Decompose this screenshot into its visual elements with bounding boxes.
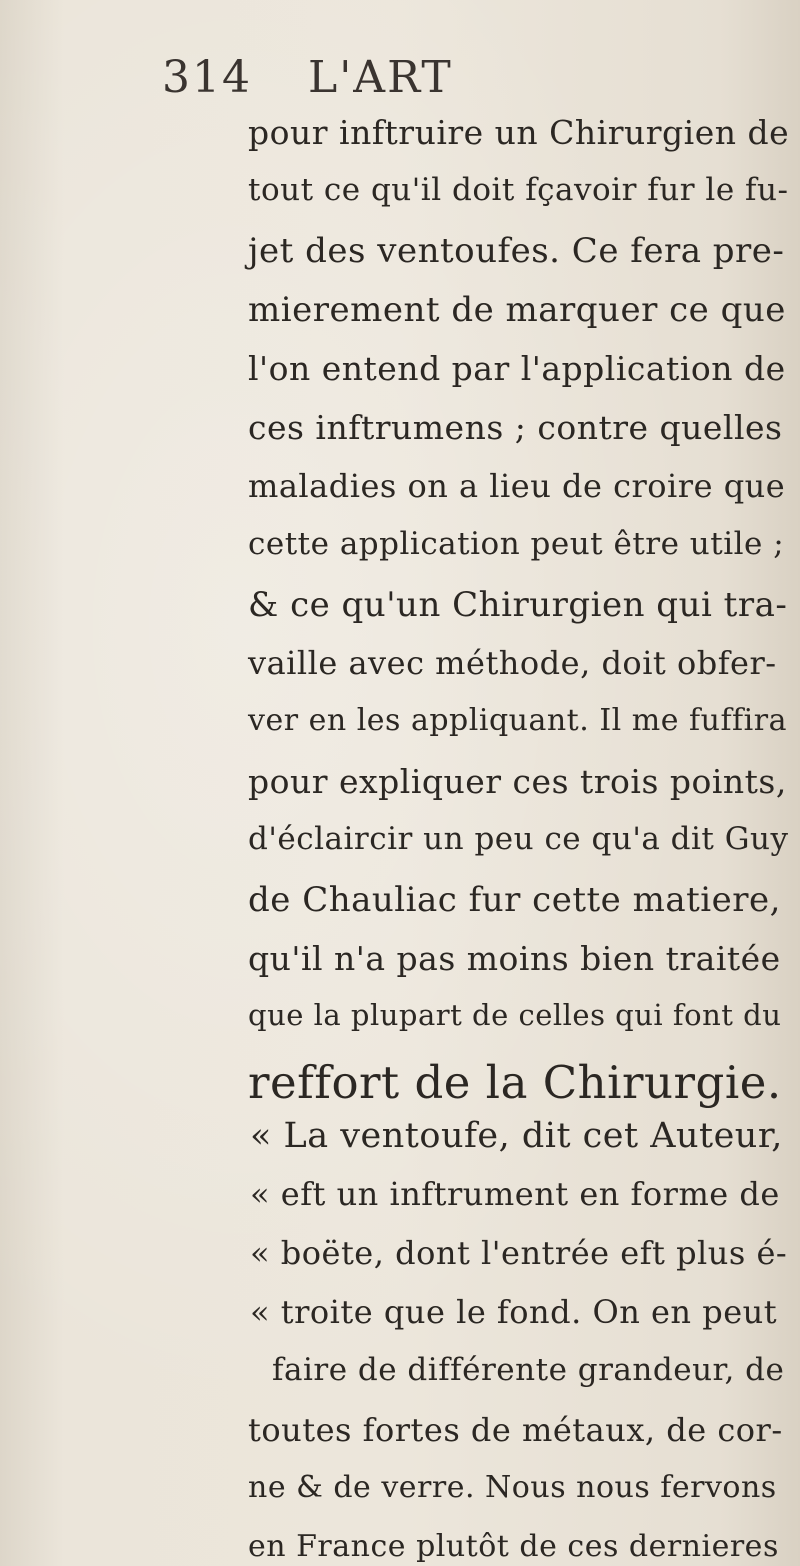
text-line: de Chauliac fur cette matiere,: [248, 880, 781, 920]
text-line: tout ce qu'il doit fçavoir fur le fu-: [248, 172, 789, 208]
text-line: « La ventoufe, dit cet Auteur,: [250, 1116, 783, 1156]
text-line: reffort de la Chirurgie.: [248, 1056, 782, 1109]
text-line: cette application peut être utile ;: [248, 526, 785, 562]
page-number: 314: [162, 52, 252, 103]
text-line: toutes fortes de métaux, de cor-: [248, 1411, 783, 1449]
text-line: l'on entend par l'application de: [248, 349, 786, 388]
text-line: pour expliquer ces trois points,: [248, 762, 787, 801]
text-line: « troite que le fond. On en peut: [250, 1293, 778, 1331]
text-line: faire de différente grandeur, de: [272, 1352, 785, 1388]
text-line: & ce qu'un Chirurgien qui tra-: [248, 585, 788, 625]
text-line: maladies on a lieu de croire que: [248, 467, 786, 505]
text-line: pour inftruire un Chirurgien de: [248, 113, 790, 152]
text-line: qu'il n'a pas moins bien traitée: [248, 939, 781, 978]
text-line: que la plupart de celles qui font du: [248, 998, 782, 1032]
text-line: mierement de marquer ce que: [248, 290, 786, 330]
text-line: « boëte, dont l'entrée eft plus é-: [250, 1234, 788, 1272]
text-line: en France plutôt de ces dernieres: [248, 1529, 779, 1564]
text-line: d'éclaircir un peu ce qu'a dit Guy: [248, 821, 789, 857]
text-line: ces inftrumens ; contre quelles: [248, 408, 783, 447]
text-line: « eft un inftrument en forme de: [250, 1175, 780, 1213]
text-line: ver en les appliquant. Il me fuffira: [248, 703, 787, 738]
text-line: vaille avec méthode, doit obfer-: [248, 644, 777, 682]
running-title: L'ART: [307, 52, 453, 103]
text-line: ne & de verre. Nous nous fervons: [248, 1470, 777, 1505]
text-line: jet des ventoufes. Ce fera pre-: [248, 231, 785, 271]
page-header: [162, 52, 453, 103]
